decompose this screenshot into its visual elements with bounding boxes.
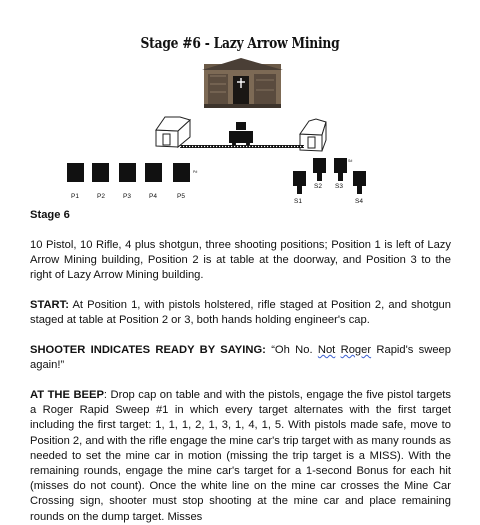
beep-paragraph [30,388,451,525]
pistol-label-p2: P2 [97,193,105,200]
ready-quote-part: Rapid's sweep again!” [30,344,452,372]
mining-building-image [202,58,283,108]
mine-car-icon [229,122,253,146]
start-label: START: [30,299,69,311]
shotgun-small-label: S# [348,159,353,163]
pistol-label-p5: P5 [177,193,185,200]
pistol-small-label: P# [193,170,198,174]
stage-diagram [0,54,480,204]
intro-paragraph: 10 Pistol, 10 Rifle, 4 plus shotgun, three shooting positions; Position 1 is left of Lazy Arrow Mining building, Position 2 is at table at the doorway, and Position 3 to the right of Lazy Arrow Mining building. [30,239,451,282]
shotgun-label-s4: S4 [355,198,363,204]
pistol-label-p3: P3 [123,193,131,200]
section-heading: Stage 6 [30,209,70,221]
shotgun-label-s1: S1 [294,198,302,204]
beep-text: : Drop cap on table and with the pistols, engage the five pistol targets a Roger Rapid Sweep #1 in which every target alternates with the first target including the first target: 1, 1, 1, 2, 1, 3, 1, 4, 1, 5. With pistols made safe, move to Position 2, and with the rifle engage the mine car's trip target with as many rounds as needed to set the mine car in motion (missing the trip target is a MISS). With the remaining rounds, engage the mine car's target for a 1-second Bonus for each hit (misses do not count). Once the white line on the mine car crosses the Mine Car Crossing sign, shooter must stop shooting at the mine car and place remaining rounds on the dump target. Misses [30,389,451,523]
ready-label: SHOOTER INDICATES READY BY SAYING: [30,344,266,356]
start-text: At Position 1, with pistols holstered, rifle staged at Position 2, and shotgun staged at table at Position 2 or 3, both hands holding engineer's cap. [30,299,451,327]
stage-title: Stage #6 - Lazy Arrow Mining [140,34,340,52]
ready-quote-part: “Oh No. [265,344,318,356]
ready-quote-roger: Roger [340,344,372,356]
shotgun-label-s2: S2 [314,183,322,190]
rail-track [180,145,304,148]
ready-quote-not: Not [317,344,336,356]
left-shed-icon [156,117,190,147]
pistol-label-p1: P1 [71,193,79,200]
start-paragraph [30,298,451,328]
shotgun-label-s3: S3 [335,183,343,190]
pistol-label-p4: P4 [149,193,157,200]
shotgun-targets [293,158,366,194]
beep-label: AT THE BEEP [30,389,104,401]
ready-paragraph [30,343,451,373]
pistol-targets [67,163,190,182]
